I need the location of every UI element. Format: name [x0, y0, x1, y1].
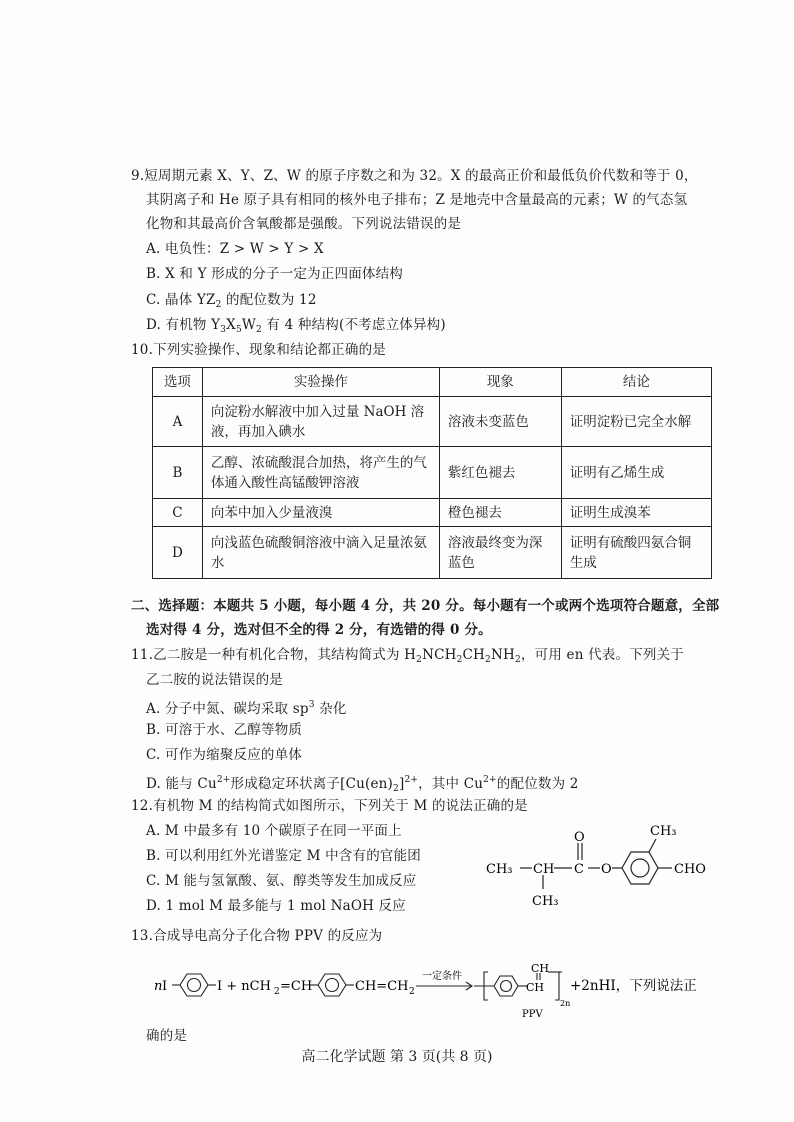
table-header-cell: 现象 — [439, 368, 561, 397]
q9-option-b: B. X 和 Y 形成的分子一定为正四面体结构 — [146, 266, 403, 282]
q12-option-d: D. 1 mol M 最多能与 1 mol NaOH 反应 — [146, 898, 406, 914]
section-2-instructions: 选对得 4 分，选对但不全的得 2 分，有选错的得 0 分。 — [146, 622, 492, 638]
section-2-heading: 二、选择题：本题共 5 小题，每小题 4 分，共 20 分。每小题有一个或两个选项符合题意，全部 — [131, 598, 720, 614]
q9-option-d: D. 有机物 $Y_3X_5W_2$ 有 4 种结构(不考虑立体异构) — [146, 317, 446, 335]
table-row — [153, 397, 712, 447]
q12-option-c: C. M 能与氢氰酸、氨、醇类等发生加成反应 — [146, 873, 417, 889]
table-cell-option: A — [153, 397, 203, 447]
q12-structure-m — [482, 815, 722, 915]
reaction-iodine: I — [162, 979, 168, 994]
q11-option-d: D. 能与 $Cu^{2+}$形成稳定环状离子$[Cu(en)_2]^{2+}$，其中 $Cu^{2+}$的配位数为 2 — [146, 775, 579, 794]
table-header-cell: 结论 — [561, 368, 711, 397]
table-cell-phenomenon: 橙色褪去 — [439, 499, 561, 527]
table-header-row — [153, 368, 712, 397]
q13-stem: 13.合成导电高分子化合物 PPV 的反应为 — [131, 928, 383, 944]
q13-reaction-scheme — [150, 955, 720, 1021]
table-cell-phenomenon: 溶液未变蓝色 — [439, 397, 561, 447]
q9-stem-line-1: 9.短周期元素 X、Y、Z、W 的原子序数之和为 32。X 的最高正价和最低负价代数和等于 0， — [131, 168, 698, 184]
table-cell-conclusion: 证明生成溴苯 — [561, 499, 711, 527]
reaction-product-text: +2nHI，下列说法正 — [570, 978, 697, 994]
q11-stem-line-1: 11.乙二胺是一种有机化合物，其结构简式为 $H_2NCH_2CH_2NH_2$，可用 en 代表。下列关于 — [131, 647, 684, 665]
q9-stem-line-2: 其阴离子和 He 原子具有相同的核外电子排布；Z 是地壳中含量最高的元素；W 的气态氢 — [146, 192, 688, 208]
struct-label: CH₃ — [486, 862, 513, 877]
q12-stem: 12.有机物 M 的结构简式如图所示，下列关于 M 的说法正确的是 — [131, 798, 528, 814]
struct-label: CH₃ — [532, 894, 559, 909]
table-cell-operation: 向苯中加入少量液溴 — [202, 499, 439, 527]
q11-option-b: B. 可溶于水、乙醇等物质 — [146, 722, 303, 738]
q10-stem: 10.下列实验操作、现象和结论都正确的是 — [131, 342, 386, 358]
table-row — [153, 499, 712, 527]
table-cell-operation: 乙醇、浓硫酸混合加热，将产生的气体通入酸性高锰酸钾溶液 — [202, 447, 439, 499]
table-cell-phenomenon: 紫红色褪去 — [439, 447, 561, 499]
q9-option-c: C. 晶体 $YZ_2$ 的配位数为 12 — [146, 292, 317, 310]
q12-option-b: B. 可以利用红外光谱鉴定 M 中含有的官能团 — [146, 848, 422, 864]
q11-option-c: C. 可作为缩聚反应的单体 — [146, 747, 303, 763]
page-footer: 高二化学试题 第 3 页(共 8 页) — [301, 1049, 493, 1065]
polymer-ch-bottom: CH — [526, 981, 545, 994]
table-header-cell: 实验操作 — [202, 368, 439, 397]
reaction-condition: 一定条件 — [422, 971, 462, 982]
ppv-label: PPV — [522, 1009, 543, 1020]
table-row — [153, 527, 712, 579]
struct-label: O — [601, 862, 612, 877]
struct-label: C — [574, 862, 584, 877]
struct-label: CH₃ — [650, 824, 677, 839]
table-cell-option: D — [153, 527, 203, 579]
table-cell-option: C — [153, 499, 203, 527]
reaction-reagent: I + nCH — [217, 979, 271, 994]
reaction-sub: 2 — [274, 987, 280, 997]
table-cell-operation: 向淀粉水解液中加入过量 NaOH 溶液，再加入碘水 — [202, 397, 439, 447]
reaction-n: n — [154, 979, 163, 994]
reaction-vinyl: =CH — [280, 979, 313, 994]
struct-label: CH — [533, 862, 555, 877]
table-row — [153, 447, 712, 499]
table-cell-operation: 向浅蓝色硫酸铜溶液中滴入足量浓氨水 — [202, 527, 439, 579]
table-cell-conclusion: 证明淀粉已完全水解 — [561, 397, 711, 447]
table-cell-conclusion: 证明有乙烯生成 — [561, 447, 711, 499]
q10-experiment-table — [152, 367, 712, 579]
table-cell-phenomenon: 溶液最终变为深蓝色 — [439, 527, 561, 579]
polymer-ch-top: CH — [531, 962, 550, 975]
table-cell-conclusion: 证明有硫酸四氨合铜生成 — [561, 527, 711, 579]
polymer-subscript: 2n — [560, 999, 571, 1008]
q11-stem-line-2: 乙二胺的说法错误的是 — [146, 672, 283, 688]
q9-option-a: A. 电负性：Z > W > Y > X — [146, 241, 324, 257]
reaction-vinyl-right: CH=CH — [355, 979, 409, 994]
table-cell-option: B — [153, 447, 203, 499]
q13-stem-end: 确的是 — [146, 1028, 188, 1044]
struct-label: O — [574, 830, 585, 845]
struct-label: CHO — [674, 862, 706, 877]
table-header-cell: 选项 — [153, 368, 203, 397]
q9-stem-line-3: 化物和其最高价含氧酸都是强酸。下列说法错误的是 — [146, 216, 462, 232]
q11-option-a: A. 分子中氮、碳均采取 $sp^3$ 杂化 — [146, 700, 347, 717]
q12-option-a: A. M 中最多有 10 个碳原子在同一平面上 — [146, 823, 402, 839]
reaction-sub: 2 — [409, 987, 415, 997]
